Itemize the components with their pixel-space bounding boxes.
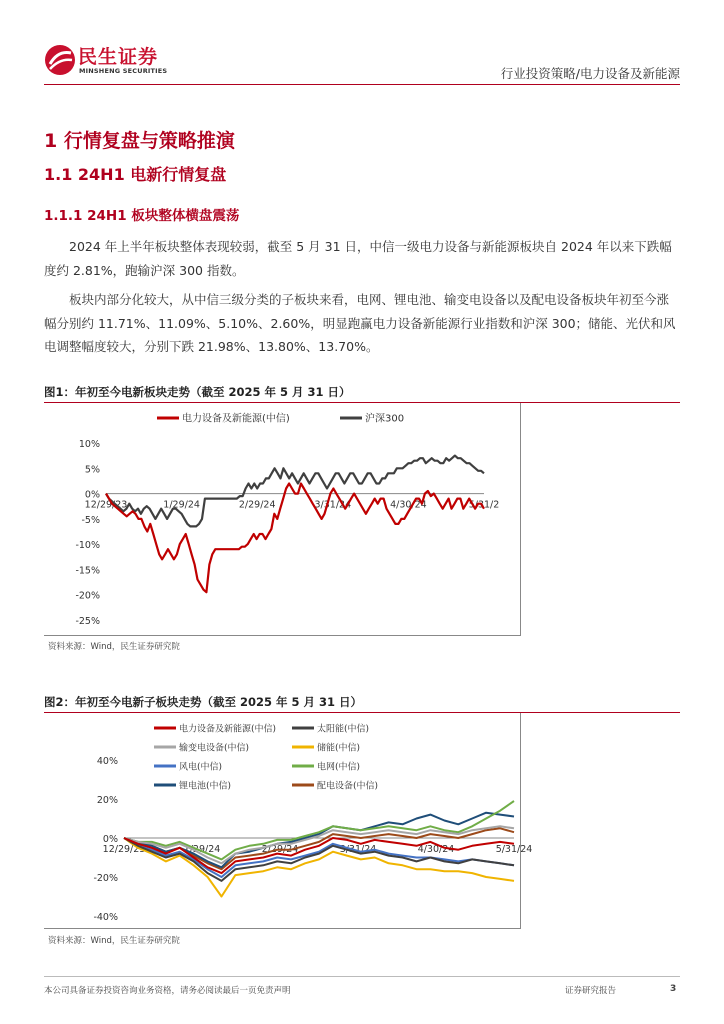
x-tick-label: 5/31/2 <box>468 499 500 511</box>
y-tick-label: -25% <box>75 616 100 627</box>
section-heading: 1 行情复盘与策略推演 <box>44 130 235 152</box>
x-tick-label: 3/31/24 <box>339 844 377 855</box>
subsection-heading: 1.1 24H1 电新行情复盘 <box>44 165 227 184</box>
y-tick-label: -15% <box>75 565 100 577</box>
figure-source: 资料来源：Wind，民生证券研究院 <box>48 936 180 946</box>
y-tick-label: 10% <box>78 439 100 450</box>
y-tick-label: -20% <box>75 590 100 602</box>
legend-label: 电力设备及新能源(中信) <box>179 724 277 735</box>
footer-divider <box>44 976 680 977</box>
y-tick-label: 40% <box>96 756 118 767</box>
figure-source: 资料来源：Wind，民生证券研究院 <box>48 642 180 652</box>
paragraph: 板块内部分化较大，从中信三级分类的子板块来看，电网、锂电池、输变电设备以及配电设备板块年初至今涨幅分别约 11.71%、11.09%、5.10%、2.60%，明显跑赢电力设备新能源行业指数和沪深 300；储能、光伏和风电调整幅度较大，分别下跌 21.98%、13.80%、13.70%。 <box>44 292 676 355</box>
x-tick-label: 5/31/24 <box>495 844 533 855</box>
legend-label: 电网(中信) <box>317 762 361 773</box>
header-divider <box>44 84 680 85</box>
logo-en: MINSHENG SECURITIES <box>79 67 168 75</box>
legend-label: 输变电设备(中信) <box>179 743 250 754</box>
legend-label: 配电设备(中信) <box>317 781 379 792</box>
x-tick-label: 1/29/24 <box>183 844 221 855</box>
figure-title: 图2：年初至今电新子板块走势（截至 2025 年 5 月 31 日） <box>44 694 680 713</box>
y-tick-label: 0% <box>102 834 118 845</box>
figure-title: 图1：年初至今电新板块走势（截至 2025 年 5 月 31 日） <box>44 384 680 403</box>
legend-label: 电力设备及新能源(中信) <box>182 413 290 425</box>
x-tick-label: 2/29/24 <box>261 844 299 855</box>
y-tick-label: 5% <box>84 464 100 476</box>
legend-label: 锂电池(中信) <box>179 781 232 792</box>
y-tick-label: -5% <box>81 514 100 526</box>
y-tick-label: -40% <box>93 912 118 923</box>
x-tick-label: 1/29/24 <box>163 499 200 511</box>
legend-label: 沪深300 <box>365 413 405 425</box>
x-tick-label: 3/31/24 <box>314 499 352 511</box>
header-category: 行业投资策略/电力设备及新能源 <box>500 66 680 81</box>
y-tick-label: 0% <box>84 489 100 501</box>
legend-label: 储能(中信) <box>317 743 361 754</box>
x-tick-label: 4/30/24 <box>417 844 455 855</box>
chart-1 <box>44 404 520 634</box>
page-number: 3 <box>670 984 677 994</box>
company-logo <box>44 42 184 80</box>
logo-cn: 民生证券 <box>78 46 159 68</box>
x-tick-label: 2/29/24 <box>238 499 276 511</box>
subsubsection-heading: 1.1.1 24H1 板块整体横盘震荡 <box>44 208 240 224</box>
x-tick-label: 12/29/23 <box>102 844 146 855</box>
y-tick-label: 20% <box>96 795 118 806</box>
footer-report-type: 证券研究报告 <box>565 986 617 996</box>
logo-mark-icon <box>44 44 76 76</box>
x-tick-label: 4/30/24 <box>390 499 427 511</box>
y-tick-label: -20% <box>93 873 118 884</box>
legend-label: 太阳能(中信) <box>317 724 370 735</box>
chart-2 <box>44 714 533 927</box>
footer-disclaimer: 本公司具备证券投资咨询业务资格，请务必阅读最后一页免责声明 <box>44 986 291 996</box>
paragraph: 2024 年上半年板块整体表现较弱，截至 5 月 31 日，中信一级电力设备与新能源板块自 2024 年以来下跌幅度约 2.81%，跑输沪深 300 指数。 <box>44 239 672 278</box>
x-tick-label: 12/29/23 <box>84 499 128 511</box>
legend-label: 风电(中信) <box>179 762 223 773</box>
y-tick-label: -10% <box>75 540 100 552</box>
